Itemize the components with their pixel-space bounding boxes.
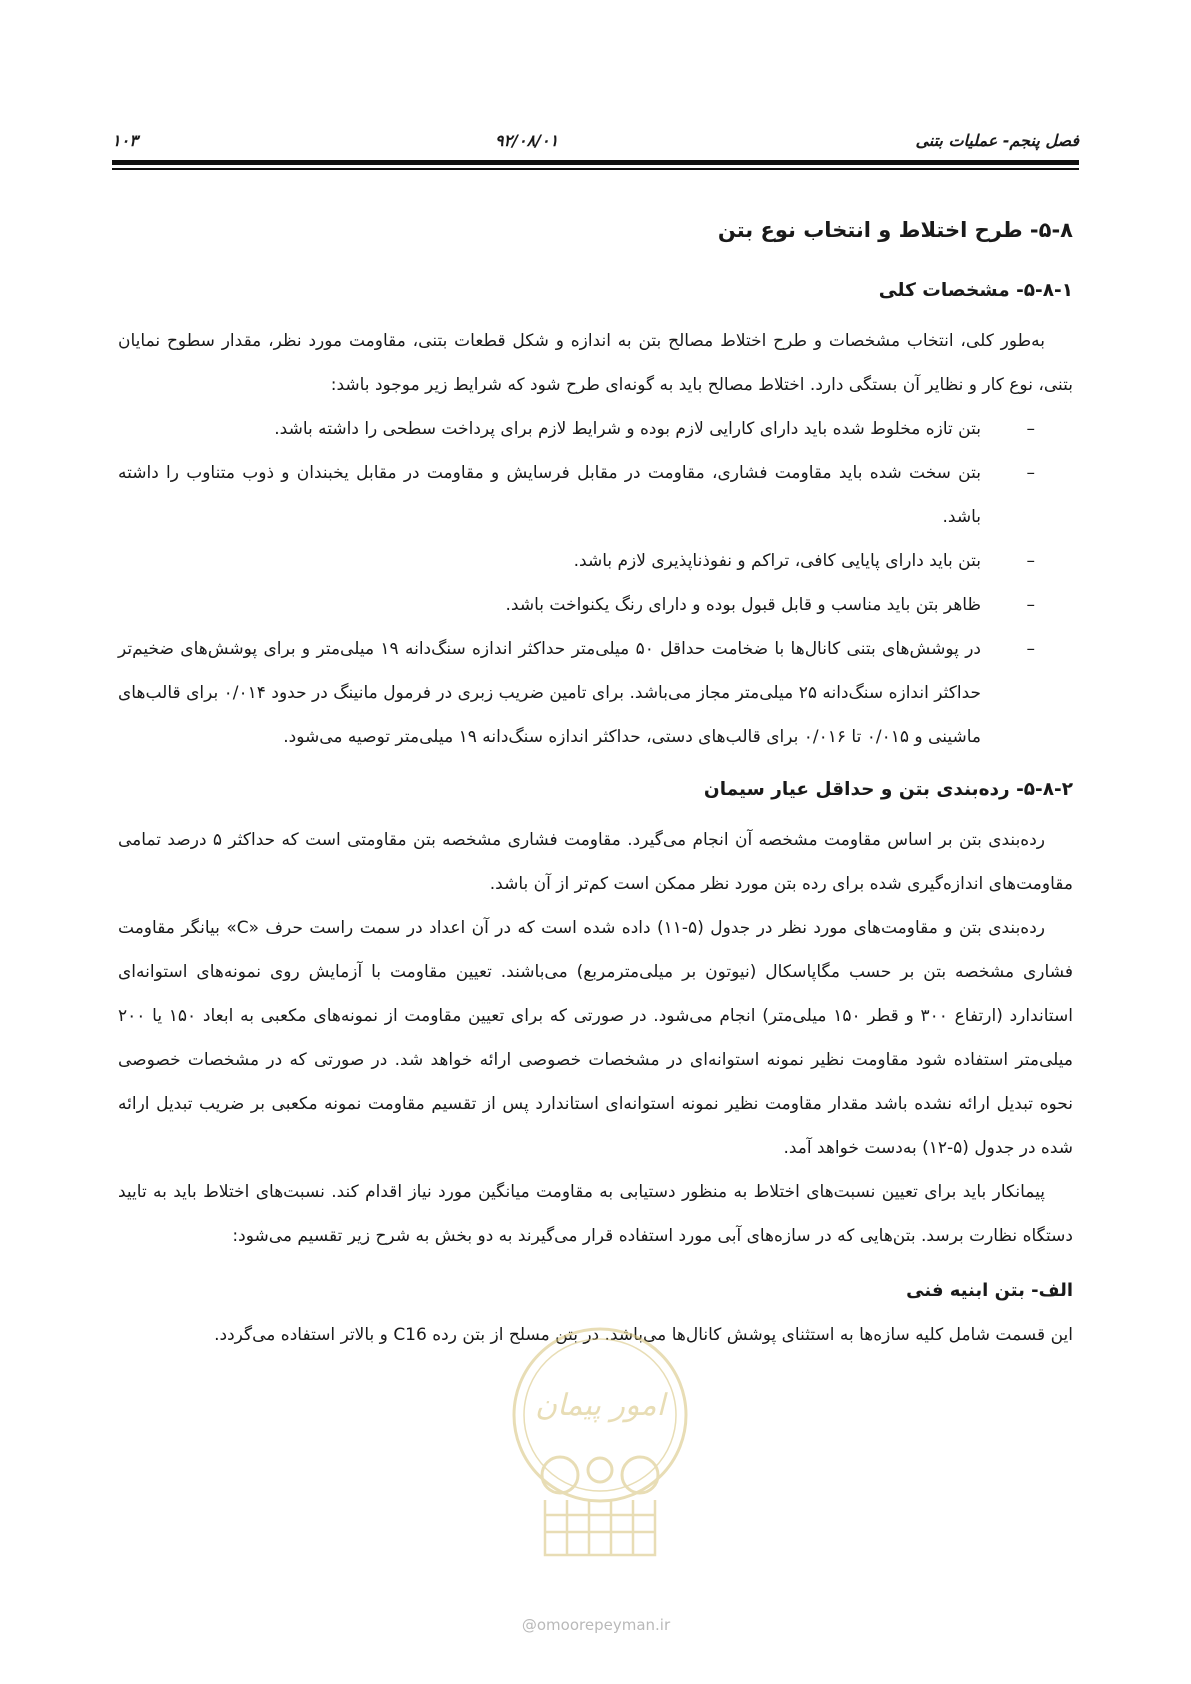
watermark-site: @omoorepeyman.ir xyxy=(521,1616,671,1634)
header-rule-thick xyxy=(112,160,1079,165)
chapter-title: فصل پنجم- عملیات بتنی xyxy=(915,130,1079,150)
list-item-text: بتن سخت شده باید مقاومت فشاری، مقاومت در مقابل فرسایش و مقاومت در مقابل یخبندان و ذوب متناوب را داشته باشد. xyxy=(118,463,981,527)
paragraph: پیمانکار باید برای تعیین نسبت‌های اختلاط به منظور دستیابی به مقاومت میانگین مورد نیاز اقدام کند. نسبت‌های اختلاط باید به تایید دستگاه نظارت برسد. بتن‌هایی که در سازه‌های آبی مورد استفاده قرار می‌گیرند به دو بخش به شرح زیر تقسیم می‌شود: xyxy=(118,1182,1073,1246)
paragraph: رده‌بندی بتن بر اساس مقاومت مشخصه آن انجام می‌گیرد. مقاومت فشاری مشخصه بتن مقاومتی است که حداکثر ۵ درصد تمامی مقاومت‌های اندازه‌گیری شده برای رده بتن مورد نظر ممکن است کم‌تر از آن باشد. xyxy=(118,830,1073,894)
list-item xyxy=(118,539,1073,583)
dash-bullet-icon: – xyxy=(1026,595,1035,615)
dash-bullet-icon: – xyxy=(1026,463,1035,483)
header-rule-thin xyxy=(112,168,1079,170)
list-item-text: در پوشش‌های بتنی کانال‌ها با ضخامت حداقل ۵۰ میلی‌متر حداکثر اندازه سنگ‌دانه ۱۹ میلی‌متر و برای پوشش‌های ضخیم‌تر حداکثر اندازه سنگ‌دانه ۲۵ میلی‌متر مجاز می‌باشد. برای تامین ضریب زبری در فرمول مانینگ در حدود ۰/۰۱۴ برای قالب‌های ماشینی و ۰/۰۱۵ تا ۰/۰۱۶ برای قالب‌های دستی، حداکثر اندازه سنگ‌دانه ۱۹ میلی‌متر توصیه می‌شود. xyxy=(118,639,982,747)
list-item-text: بتن تازه مخلوط شده باید دارای کارایی لازم بوده و شرایط لازم برای پرداخت سطحی را داشته باشد. xyxy=(274,419,981,439)
dash-bullet-icon: – xyxy=(1026,419,1035,439)
subsection-heading-1: ۵-۸-۱- مشخصات کلی xyxy=(878,280,1073,301)
list-item xyxy=(118,627,1073,759)
header-date: ۹۲/۰۸/۰۱ xyxy=(494,130,559,150)
list-item xyxy=(118,583,1073,627)
list-item xyxy=(118,407,1073,451)
paragraph: رده‌بندی بتن و مقاومت‌های مورد نظر در جدول (۵-۱۱) داده شده است که در آن اعداد در سمت راست حرف «C» بیانگر مقاومت فشاری مشخصه بتن بر حسب مگاپاسکال (نیوتون بر میلی‌مترمربع) می‌باشند. تعیین مقاومت با آزمایش روی نمونه‌های استوانه‌ای استاندارد (ارتفاع ۳۰۰ و قطر ۱۵۰ میلی‌متر) انجام می‌شود. در صورتی که برای تعیین مقاومت از نمونه‌های مکعبی به ابعاد ۱۵۰ یا ۲۰۰ میلی‌متر استفاده شود مقاومت نظیر نمونه استوانه‌ای در مشخصات خصوصی ارائه خواهد شد. در صورتی که در مشخصات خصوصی نحوه تبدیل ارائه نشده باشد مقدار مقاومت نظیر نمونه استوانه‌ای استاندارد پس از تقسیم مقاومت نمونه مکعبی بر ضریب تبدیل ارائه شده در جدول (۵-۱۲) به‌دست خواهد آمد. xyxy=(118,918,1074,1158)
dash-bullet-icon: – xyxy=(1026,639,1035,659)
page-header xyxy=(112,128,1079,152)
subsection-heading-2: ۵-۸-۲- رده‌بندی بتن و حداقل عیار سیمان xyxy=(703,779,1073,800)
section-heading: ۵-۸- طرح اختلاط و انتخاب نوع بتن xyxy=(717,218,1073,242)
list-item xyxy=(118,451,1073,539)
page-content xyxy=(118,218,1073,1357)
page-number: ۱۰۳ xyxy=(112,130,138,150)
list-item-text: ظاهر بتن باید مناسب و قابل قبول بوده و دارای رنگ یکنواخت باشد. xyxy=(505,595,981,615)
list-item-text: بتن باید دارای پایایی کافی، تراکم و نفوذناپذیری لازم باشد. xyxy=(573,551,981,571)
watermark-logo xyxy=(505,1320,695,1570)
bullet-list xyxy=(118,407,1073,759)
watermark-logo-text: امور پیمان xyxy=(535,1388,665,1423)
dash-bullet-icon: – xyxy=(1026,551,1035,571)
subheading-alef: الف- بتن ابنیه فنی xyxy=(906,1280,1073,1301)
paragraph: به‌طور کلی، انتخاب مشخصات و طرح اختلاط مصالح بتن به اندازه و شکل قطعات بتنی، مقاومت مورد نظر، مقدار سطوح نمایان بتنی، نوع کار و نظایر آن بستگی دارد. اختلاط مصالح باید به گونه‌ای طرح شود که شرایط زیر موجود باشد: xyxy=(118,331,1073,395)
paragraph: این قسمت شامل کلیه سازه‌ها به استثنای پوشش کانال‌ها می‌باشد. در بتن مسلح از بتن رده C16 و بالاتر استفاده می‌گردد. xyxy=(214,1325,1073,1345)
